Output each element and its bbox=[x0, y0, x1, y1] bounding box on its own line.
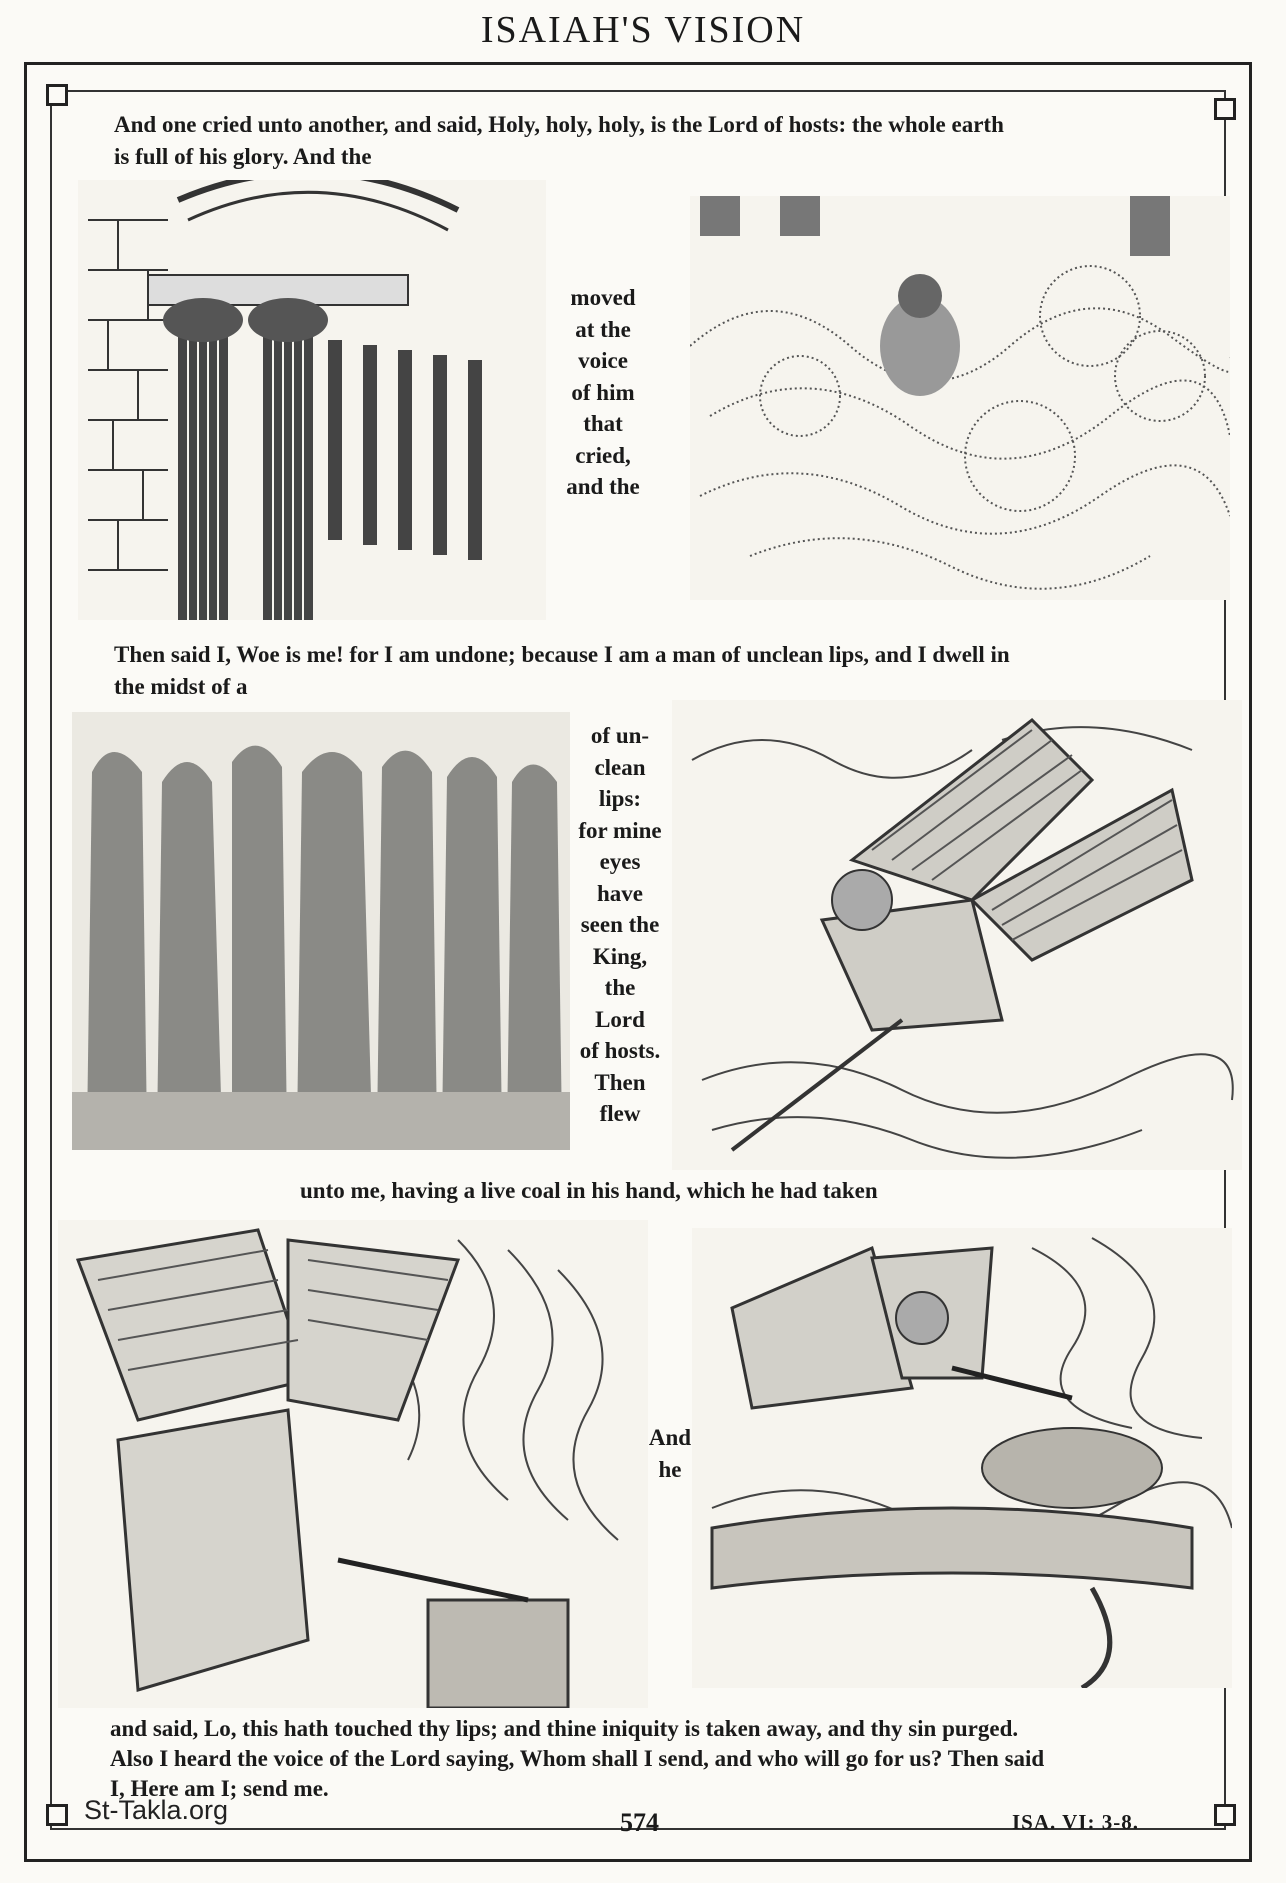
side-word: flew bbox=[599, 1101, 641, 1126]
side-word: the bbox=[604, 975, 636, 1000]
watermark: St-Takla.org bbox=[84, 1795, 229, 1825]
passage-line-2b: the midst of a bbox=[114, 674, 248, 699]
side-word: And bbox=[648, 1425, 692, 1450]
side-word: have bbox=[597, 880, 643, 906]
side-word: that bbox=[583, 411, 623, 436]
page-number: 574 bbox=[620, 1808, 659, 1837]
corner-ornament-bottom-left bbox=[46, 1804, 68, 1826]
side-word: moved bbox=[570, 285, 636, 310]
side-word: eyes bbox=[599, 849, 641, 874]
passage-line-4b: Also I heard the voice of the Lord saying, Whom shall I send, and who will go for us? Then said bbox=[110, 1746, 1045, 1771]
side-word: he bbox=[658, 1456, 682, 1482]
side-word: and the bbox=[566, 474, 640, 499]
temple-columns-illustration bbox=[78, 180, 546, 620]
side-text-column-1 bbox=[548, 282, 658, 503]
side-word: King, bbox=[592, 943, 648, 969]
passage-line-4a: and said, Lo, this hath touched thy lips; and thine iniquity is taken away, and thy sin purged. bbox=[110, 1716, 1019, 1741]
passage-line-3: unto me, having a live coal in his hand, which he had taken bbox=[300, 1178, 878, 1203]
scripture-reference: ISA. VI: 3-8. bbox=[1012, 1810, 1139, 1834]
side-word: lips: bbox=[598, 786, 642, 811]
corner-ornament-top-right bbox=[1214, 98, 1236, 120]
side-word: of hosts. bbox=[579, 1038, 661, 1063]
side-word: Lord bbox=[595, 1006, 645, 1032]
side-word: clean bbox=[594, 754, 646, 780]
side-word: Then bbox=[594, 1069, 646, 1095]
corner-ornament-bottom-right bbox=[1214, 1804, 1236, 1826]
side-text-column-2 bbox=[570, 720, 670, 1130]
corner-ornament-top-left bbox=[46, 84, 68, 106]
side-word: cried, bbox=[575, 442, 631, 468]
passage-line-2a: Then said I, Woe is me! for I am undone; because I am a man of unclean lips, and I dwell in bbox=[114, 642, 1010, 667]
passage-line-4c: I, Here am I; send me. bbox=[110, 1776, 329, 1801]
side-word: of him bbox=[571, 379, 635, 405]
side-word: of un- bbox=[590, 723, 650, 748]
side-word: voice bbox=[578, 348, 628, 373]
robed-crowd-illustration bbox=[72, 712, 570, 1150]
passage-line-1b: is full of his glory. And the bbox=[114, 144, 372, 169]
smoke-vision-illustration bbox=[690, 196, 1230, 600]
angel-touching-lips-illustration bbox=[692, 1228, 1232, 1688]
flying-seraph-illustration bbox=[672, 700, 1242, 1170]
seraph-at-altar-illustration bbox=[58, 1220, 648, 1708]
side-word: at the bbox=[575, 316, 631, 342]
side-word: for mine bbox=[578, 817, 662, 843]
passage-line-1a: And one cried unto another, and said, Holy, holy, holy, is the Lord of hosts: the whole earth bbox=[114, 112, 1004, 137]
side-word: seen the bbox=[580, 912, 660, 937]
page-title: ISAIAH'S VISION bbox=[480, 9, 806, 51]
